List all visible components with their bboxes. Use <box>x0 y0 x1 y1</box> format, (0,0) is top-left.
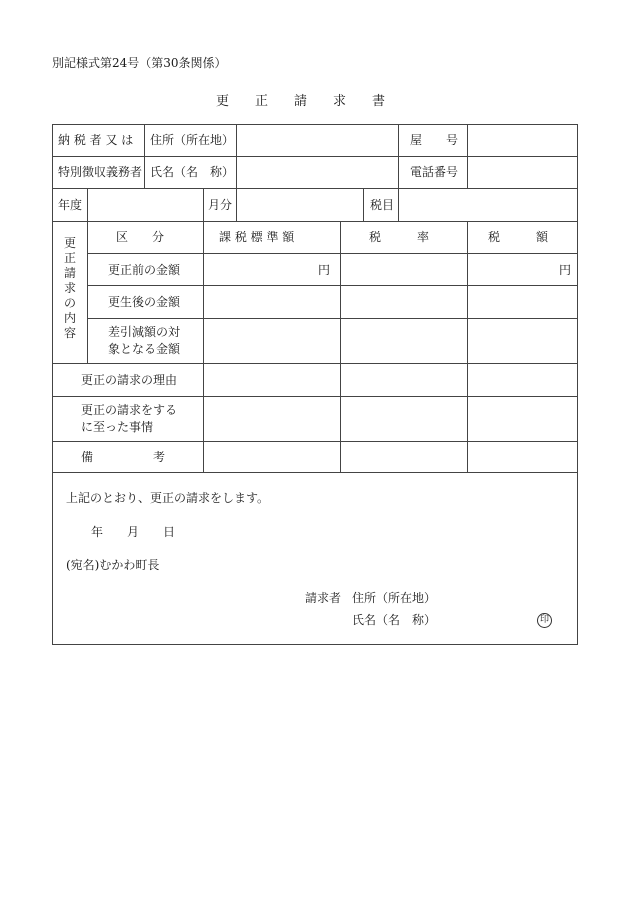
tax-item-field[interactable] <box>399 189 577 221</box>
requester-name-label: 氏名（名 称） <box>352 613 437 627</box>
yen-unit: 円 <box>559 263 572 277</box>
addressee: (宛名)むかわ町長 <box>66 558 160 572</box>
divider <box>363 188 364 221</box>
side-label-correction-content: 更正請求の内容 <box>63 236 76 340</box>
remarks-field[interactable] <box>204 442 577 472</box>
row-diff-label: 差引減額の対象となる金額 <box>108 325 181 356</box>
requester-label: 請求者 <box>305 591 342 605</box>
fiscal-year-label: 年度 <box>58 198 83 212</box>
rate-before-field[interactable] <box>341 254 466 285</box>
rate-after-field[interactable] <box>341 286 466 318</box>
fiscal-year-field[interactable] <box>88 189 202 221</box>
circumstances-field[interactable] <box>204 397 577 441</box>
month-field[interactable] <box>237 189 362 221</box>
col-category-header: 区 分 <box>116 230 165 244</box>
divider <box>87 221 88 363</box>
col-rate-header: 税 率 <box>369 230 430 244</box>
divider <box>52 472 578 473</box>
phone-label: 電話番号 <box>410 165 459 179</box>
name-label: 氏名（名 称） <box>150 165 235 179</box>
collector-label: 特別徴収義務者 <box>58 165 143 179</box>
month-label: 月分 <box>208 198 233 212</box>
phone-field[interactable] <box>468 157 577 188</box>
reason-field[interactable] <box>204 364 577 396</box>
taxpayer-label: 納 税 者 又 は <box>58 133 134 147</box>
rate-diff-field[interactable] <box>341 319 466 363</box>
divider <box>144 124 145 188</box>
remarks-label: 備 考 <box>81 450 166 464</box>
yen-unit: 円 <box>318 263 331 277</box>
reason-label: 更正の請求の理由 <box>81 373 178 387</box>
form-title: 更 正 請 求 書 <box>216 94 386 109</box>
col-tax-header: 税 額 <box>488 230 549 244</box>
name-field[interactable] <box>237 157 397 188</box>
tax-after-field[interactable] <box>468 286 577 318</box>
base-diff-field[interactable] <box>204 319 339 363</box>
base-after-field[interactable] <box>204 286 339 318</box>
address-label: 住所（所在地） <box>150 133 235 147</box>
seal-mark-icon: 印 <box>537 613 552 628</box>
divider <box>203 188 204 221</box>
shop-name-field[interactable] <box>468 125 577 156</box>
tax-before-field[interactable] <box>468 254 556 285</box>
row-after-label: 更生後の金額 <box>108 295 181 309</box>
form-id: 別記様式第24号（第30条関係） <box>52 56 227 70</box>
request-statement: 上記のとおり、更正の請求をします。 <box>66 491 270 505</box>
requester-address-label: 住所（所在地） <box>352 591 437 605</box>
base-before-field[interactable] <box>204 254 314 285</box>
address-field[interactable] <box>237 125 397 156</box>
divider <box>52 221 578 222</box>
date-line: 年 月 日 <box>91 525 176 539</box>
shop-name-label: 屋 号 <box>410 133 459 147</box>
tax-diff-field[interactable] <box>468 319 577 363</box>
divider <box>398 124 399 188</box>
circumstances-label: 更正の請求をするに至った事情 <box>81 403 178 434</box>
col-base-header: 課 税 標 準 額 <box>219 230 295 244</box>
tax-item-label: 税目 <box>370 198 395 212</box>
row-before-label: 更正前の金額 <box>108 263 181 277</box>
